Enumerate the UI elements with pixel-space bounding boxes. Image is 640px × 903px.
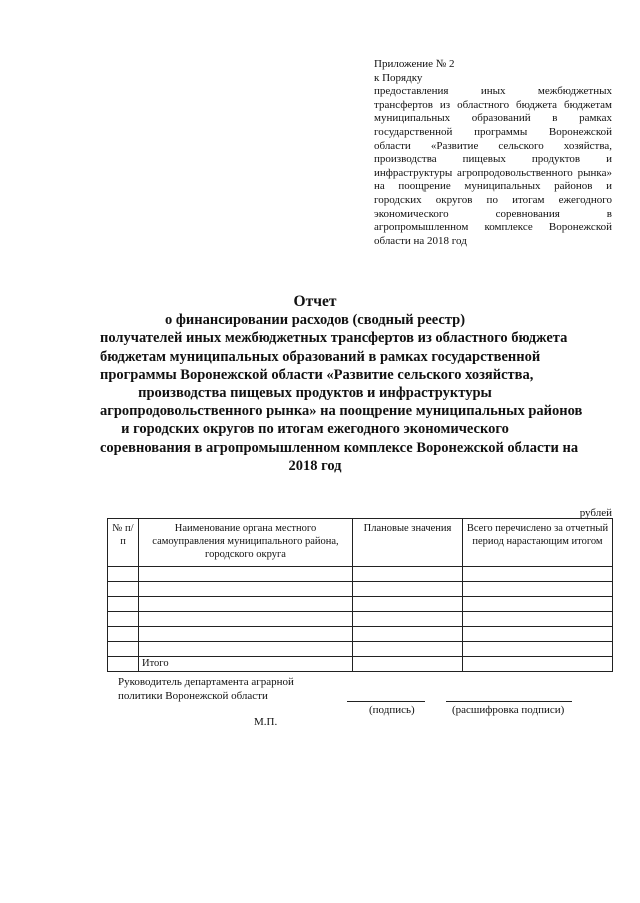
title-line: 2018 год — [288, 457, 342, 474]
title-line: Отчет — [293, 293, 337, 310]
annex-number: Приложение № 2 — [374, 58, 455, 70]
report-table — [107, 518, 613, 672]
table-cell — [463, 567, 613, 582]
title-line: производства пищевых продуктов и инфраструктуры — [138, 385, 492, 402]
name-decode-line — [446, 701, 572, 702]
table-row — [108, 627, 613, 642]
report-title — [100, 293, 583, 475]
name-decode-label: (расшифровка подписи) — [452, 704, 565, 716]
table-cell — [463, 642, 613, 657]
signature-label: (подпись) — [369, 704, 415, 716]
table-cell — [108, 642, 139, 657]
table-cell — [353, 627, 463, 642]
signature-line — [347, 701, 425, 702]
annex-header — [374, 58, 612, 248]
header-organization: Наименование органа местного самоуправления муниципального района, городского округа — [139, 519, 353, 567]
signer-position-line: Руководитель департамента аграрной — [118, 676, 294, 688]
header-transferred: Всего перечислено за отчетный период нарастающим итогом — [463, 519, 613, 567]
title-line: программы Воронежской области «Развитие сельского хозяйства, — [100, 366, 534, 383]
table-cell — [108, 612, 139, 627]
header-number: № п/п — [108, 519, 139, 567]
table-cell — [139, 597, 353, 612]
title-line: бюджетам муниципальных образований в рамках государственной — [100, 348, 541, 365]
title-line: получателей иных межбюджетных трансфертов из областного бюджета — [100, 330, 568, 347]
table-cell — [353, 582, 463, 597]
table-cell — [108, 597, 139, 612]
table-row — [108, 567, 613, 582]
table-cell — [108, 627, 139, 642]
table-cell — [463, 612, 613, 627]
table-cell — [353, 597, 463, 612]
table-cell — [139, 642, 353, 657]
total-planned-cell — [353, 657, 463, 672]
title-line: соревнования в агропромышленном комплексе Воронежской области на — [100, 439, 579, 456]
table-cell — [139, 627, 353, 642]
total-transferred-cell — [463, 657, 613, 672]
table-cell — [353, 612, 463, 627]
header-planned: Плановые значения — [353, 519, 463, 567]
signer-position — [118, 675, 294, 703]
currency-units: рублей — [579, 507, 612, 519]
annex-reference: к Порядку — [374, 71, 423, 84]
table-row — [108, 612, 613, 627]
table-cell — [108, 582, 139, 597]
table-cell — [463, 627, 613, 642]
title-line: агропродовольственного рынка» на поощрение муниципальных районов — [100, 403, 583, 420]
table-row — [108, 642, 613, 657]
total-label: Итого — [139, 657, 353, 672]
table-total-row — [108, 657, 613, 672]
table-cell — [353, 642, 463, 657]
table-cell — [139, 582, 353, 597]
table-row — [108, 597, 613, 612]
stamp-placeholder: М.П. — [254, 716, 278, 728]
table-row — [108, 582, 613, 597]
title-line: и городских округов по итогам ежегодного экономического — [121, 421, 509, 438]
title-line: о финансировании расходов (сводный реестр) — [164, 312, 466, 329]
annex-basis: предоставления иных межбюджетных трансфертов из областного бюджета бюджетам муниципальных образований в рамках государственной программы Воронежской области «Развитие сельского хозяйства, производства пищевых продуктов и инфраструктуры агропродовольственного рынка» на поощрение муниципальных районов и городских округов по итогам ежегодного экономического соревнования в агропромышленном комплексе Воронежской области на 2018 год — [374, 85, 612, 247]
table-cell — [463, 597, 613, 612]
table-cell — [139, 612, 353, 627]
table-cell — [108, 567, 139, 582]
table-cell — [463, 582, 613, 597]
signer-position-line: политики Воронежской области — [118, 690, 268, 702]
table-header-row — [108, 519, 613, 567]
table-cell — [139, 567, 353, 582]
table-cell — [108, 657, 139, 672]
table-cell — [353, 567, 463, 582]
